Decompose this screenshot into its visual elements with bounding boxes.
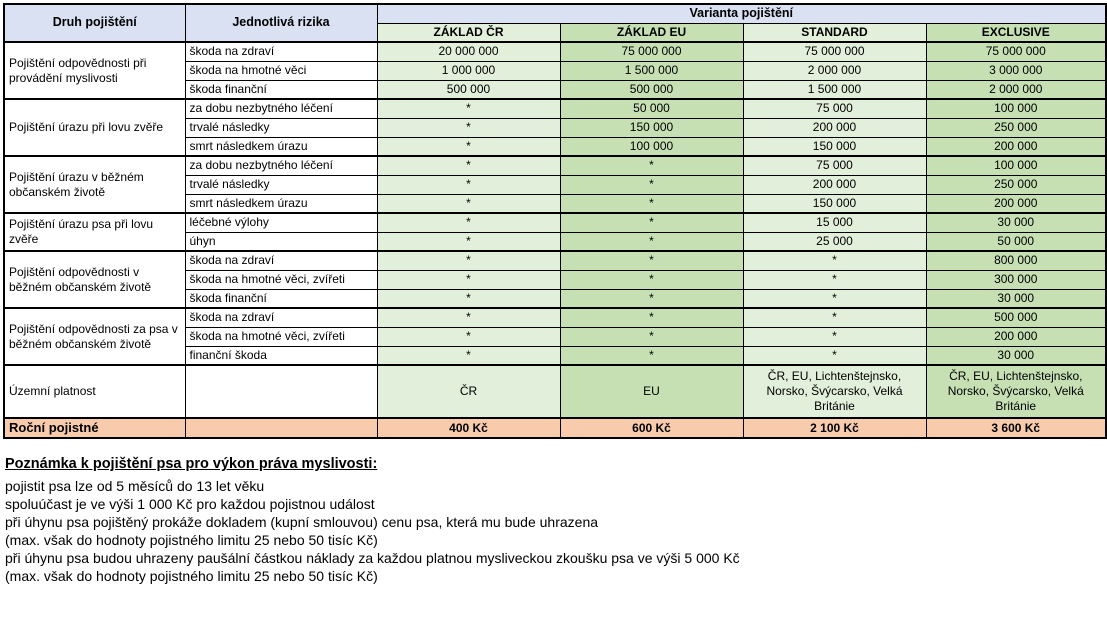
variant-header: ZÁKLAD ČR [377,23,560,42]
note-line: pojistit psa lze od 5 měsíců do 13 let věku [5,478,265,495]
value-cell: * [377,194,560,213]
note-line: (max. však do hodnoty pojistného limitu 25 nebo 50 tisíc Kč) [5,532,378,549]
value-cell: * [377,251,560,270]
col-header-insurance-type: Druh pojištění [4,4,185,42]
risk-cell: škoda finanční [185,289,377,308]
insurance-price-table [3,3,1107,439]
value-cell: * [560,289,743,308]
table-row [4,99,1106,118]
annual-premium-label: Roční pojistné [4,418,185,438]
value-cell: 500 000 [560,80,743,99]
annual-premium-value: 2 100 Kč [743,418,926,438]
value-cell: * [560,194,743,213]
annual-premium-value: 600 Kč [560,418,743,438]
note-line: (max. však do hodnoty pojistného limitu 25 nebo 50 tisíc Kč) [5,568,378,585]
empty-cell [185,418,377,438]
value-cell: * [377,213,560,232]
insurance-type-cell: Pojištění odpovědnosti v běžném občanském životě [4,251,185,308]
value-cell: 100 000 [926,99,1106,118]
value-cell: * [377,270,560,289]
value-cell: 300 000 [926,270,1106,289]
value-cell: 500 000 [377,80,560,99]
note-line: při úhynu psa budou uhrazeny paušální částkou náklady za každou platnou mysliveckou zkoušku psa ve výši 5 000 Kč [5,550,740,567]
value-cell: 800 000 [926,251,1106,270]
value-cell: 100 000 [926,156,1106,175]
value-cell: 200 000 [926,194,1106,213]
value-cell: ČR, EU, Lichtenštejnsko, Norsko, Švýcarsko, Velká Británie [743,365,926,418]
value-cell: * [377,118,560,137]
value-cell: * [560,346,743,365]
risk-cell: smrt následkem úrazu [185,194,377,213]
value-cell: 200 000 [926,327,1106,346]
risk-cell: škoda na hmotné věci, zvířeti [185,327,377,346]
annual-premium-row [4,418,1106,438]
value-cell: * [560,270,743,289]
col-header-individual-risks: Jednotlivá rizika [185,4,377,42]
value-cell: * [377,289,560,308]
value-cell: ČR [377,365,560,418]
value-cell: * [377,99,560,118]
empty-cell [185,365,377,418]
value-cell: 150 000 [743,137,926,156]
value-cell: 1 000 000 [377,61,560,80]
value-cell: * [743,270,926,289]
value-cell: 200 000 [743,175,926,194]
insurance-type-cell: Pojištění úrazu v běžném občanském životě [4,156,185,213]
table-row [4,308,1106,327]
value-cell: 3 000 000 [926,61,1106,80]
value-cell: * [743,251,926,270]
header-row-top [4,4,1106,23]
variant-header: ZÁKLAD EU [560,23,743,42]
value-cell: 75 000 [743,156,926,175]
annual-premium-value: 400 Kč [377,418,560,438]
territorial-validity-label: Územní platnost [4,365,185,418]
col-header-variant-group: Varianta pojištění [377,4,1106,23]
value-cell: 30 000 [926,346,1106,365]
territorial-validity-row [4,365,1106,418]
value-cell: 1 500 000 [743,80,926,99]
risk-cell: za dobu nezbytného léčení [185,99,377,118]
value-cell: * [560,327,743,346]
value-cell: 20 000 000 [377,42,560,61]
value-cell: 100 000 [560,137,743,156]
value-cell: * [377,308,560,327]
risk-cell: léčebné výlohy [185,213,377,232]
value-cell: ČR, EU, Lichtenštejnsko, Norsko, Švýcarsko, Velká Británie [926,365,1106,418]
table-row [4,156,1106,175]
value-cell: 15 000 [743,213,926,232]
value-cell: * [377,346,560,365]
value-cell: 250 000 [926,175,1106,194]
table-row [4,251,1106,270]
risk-cell: škoda finanční [185,80,377,99]
value-cell: 200 000 [743,118,926,137]
notes-title: Poznámka k pojištění psa pro výkon práva myslivosti: [5,456,378,473]
value-cell: * [560,213,743,232]
insurance-type-cell: Pojištění úrazu při lovu zvěře [4,99,185,156]
value-cell: * [560,175,743,194]
value-cell: * [743,308,926,327]
value-cell: * [377,137,560,156]
note-line: spoluúčast je ve výši 1 000 Kč pro každou pojistnou událost [5,496,375,513]
value-cell: 500 000 [926,308,1106,327]
risk-cell: smrt následkem úrazu [185,137,377,156]
value-cell: 150 000 [743,194,926,213]
value-cell: 150 000 [560,118,743,137]
value-cell: EU [560,365,743,418]
notes-lines [5,477,1107,585]
value-cell: * [377,156,560,175]
table-row [4,213,1106,232]
value-cell: * [743,346,926,365]
value-cell: 2 000 000 [926,80,1106,99]
risk-cell: škoda na zdraví [185,308,377,327]
insurance-type-cell: Pojištění odpovědnosti za psa v běžném občanském životě [4,308,185,365]
value-cell: 200 000 [926,137,1106,156]
value-cell: 50 000 [926,232,1106,251]
value-cell: * [743,327,926,346]
value-cell: 250 000 [926,118,1106,137]
risk-cell: trvalé následky [185,175,377,194]
notes-section [5,455,1107,585]
value-cell: 30 000 [926,289,1106,308]
risk-cell: finanční škoda [185,346,377,365]
value-cell: * [743,289,926,308]
value-cell: * [560,156,743,175]
value-cell: * [560,232,743,251]
value-cell: 2 000 000 [743,61,926,80]
value-cell: 1 500 000 [560,61,743,80]
risk-cell: úhyn [185,232,377,251]
insurance-type-cell: Pojištění odpovědnosti při provádění myslivosti [4,42,185,99]
table-row [4,42,1106,61]
value-cell: * [377,327,560,346]
risk-cell: škoda na hmotné věci [185,61,377,80]
value-cell: 75 000 000 [743,42,926,61]
risk-cell: škoda na hmotné věci, zvířeti [185,270,377,289]
note-line: při úhynu psa pojištěný prokáže dokladem (kupní smlouvou) cenu psa, která mu bude uhrazena [5,514,599,531]
variant-header: STANDARD [743,23,926,42]
risk-cell: za dobu nezbytného léčení [185,156,377,175]
value-cell: * [377,232,560,251]
value-cell: 25 000 [743,232,926,251]
value-cell: 30 000 [926,213,1106,232]
risk-cell: trvalé následky [185,118,377,137]
value-cell: * [377,175,560,194]
risk-cell: škoda na zdraví [185,42,377,61]
insurance-type-cell: Pojištění úrazu psa při lovu zvěře [4,213,185,251]
annual-premium-value: 3 600 Kč [926,418,1106,438]
value-cell: * [560,251,743,270]
risk-cell: škoda na zdraví [185,251,377,270]
value-cell: 75 000 000 [926,42,1106,61]
variant-header: EXCLUSIVE [926,23,1106,42]
value-cell: 75 000 000 [560,42,743,61]
value-cell: * [560,308,743,327]
value-cell: 75 000 [743,99,926,118]
value-cell: 50 000 [560,99,743,118]
